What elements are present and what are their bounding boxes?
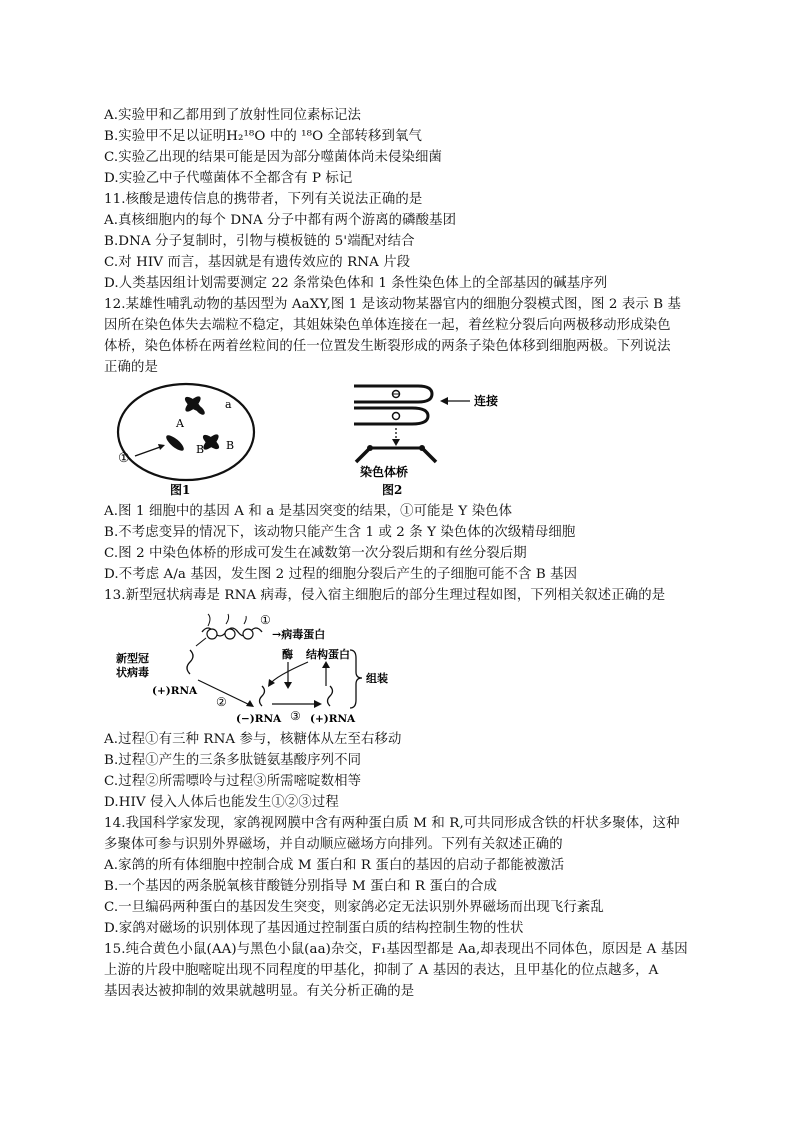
q10-option-d: D.实验乙中子代噬菌体不全都含有 P 标记 [104, 171, 353, 186]
q10-option-c: C.实验乙出现的结果可能是因为部分噬菌体尚未侵染细菌 [104, 150, 442, 165]
figure-2-label: 图2 [382, 483, 403, 497]
q13-option-a: A.过程①有三种 RNA 参与，核糖体从左至右移动 [104, 732, 402, 747]
q13-option-c: C.过程②所需嘌呤与过程③所需嘧啶数相等 [104, 774, 362, 789]
viral-protein-label: →病毒蛋白 [272, 628, 326, 641]
gene-label-a: a [225, 398, 232, 411]
q14-stem-line2: 多聚体可参与识别外界磁场，并自动顺应磁场方向排列。下列有关叙述正确的 [104, 837, 563, 852]
assemble-label: 组装 [366, 672, 388, 685]
gene-label-A: A [176, 417, 184, 430]
plus-rna-right: (+)RNA [310, 713, 356, 725]
q12-option-c: C.图 2 中染色体桥的形成可发生在减数第一次分裂后期和有丝分裂后期 [104, 546, 527, 561]
q14-option-c: C.一旦编码两种蛋白的基因发生突变，则家鸽必定无法识别外界磁场而出现飞行紊乱 [104, 900, 604, 915]
q14-option-d: D.家鸽对磁场的识别体现了基因通过控制蛋白质的结构控制生物的性状 [104, 921, 524, 936]
figure-1-cell [108, 380, 258, 502]
q14-stem-line1: 14.我国科学家发现，家鸽视网膜中含有两种蛋白质 M 和 R,可共同形成含铁的杆状多聚体，这种 [104, 816, 680, 831]
figure-1-label: 图1 [170, 483, 191, 497]
q11-option-d: D.人类基因组计划需要测定 22 条常染色体和 1 条性染色体上的全部基因的碱基序列 [104, 276, 608, 291]
q13-option-b: B.过程①产生的三条多肽链氨基酸序列不同 [104, 753, 362, 768]
structural-protein-label: 结构蛋白 [306, 648, 350, 661]
virus-label-line1: 新型冠 [116, 652, 149, 665]
q13-option-d: D.HIV 侵入人体后也能发生①②③过程 [104, 795, 339, 810]
q11-option-a: A.真核细胞内的每个 DNA 分子中都有两个游离的磷酸基团 [104, 213, 457, 228]
q10-option-a: A.实验甲和乙都用到了放射性同位素标记法 [104, 108, 361, 123]
q15-stem-line3: 基因表达被抑制的效果就越明显。有关分析正确的是 [104, 984, 415, 999]
process-1-marker: ① [260, 613, 271, 627]
q10-option-b: B.实验甲不足以证明H₂¹⁸O 中的 ¹⁸O 全部转移到氧气 [104, 129, 422, 144]
q15-stem-line1: 15.纯合黄色小鼠(AA)与黑色小鼠(aa)杂交，F₁基因型都是 Aa,却表现出不同体色，原因是 A 基因 [104, 942, 688, 957]
plus-rna-left: (+)RNA [152, 685, 198, 697]
gene-label-B-right: B [226, 439, 235, 452]
connect-label: 连接 [474, 394, 499, 408]
minus-rna: (−)RNA [236, 713, 282, 725]
q11-option-c: C.对 HIV 而言，基因就是有遗传效应的 RNA 片段 [104, 255, 411, 270]
q12-stem-line4: 正确的是 [104, 360, 158, 375]
q11-stem: 11.核酸是遗传信息的携带者，下列有关说法正确的是 [104, 192, 423, 207]
figure-13-virus-process [112, 610, 402, 732]
q12-stem-line3: 体桥，染色体桥在两着丝粒间的任一位置发生断裂形成的两条子染色体移到细胞两极。下列说法 [104, 339, 671, 354]
gene-label-B-left: B [196, 443, 205, 456]
q15-stem-line2: 上游的片段中胞嘧啶出现不同程度的甲基化，抑制了 A 基因的表达，且甲基化的位点越多，A [104, 963, 659, 978]
q12-stem-line1: 12.某雄性哺乳动物的基因型为 AaXY,图 1 是该动物某器官内的细胞分裂模式图，图 2 表示 B 基 [104, 297, 682, 312]
process-3-marker: ③ [290, 709, 301, 723]
process-2-marker: ② [216, 695, 227, 709]
virus-label-line2: 状病毒 [116, 666, 149, 679]
q14-option-a: A.家鸽的所有体细胞中控制合成 M 蛋白和 R 蛋白的基因的启动子都能被激活 [104, 858, 565, 873]
enzyme-label: 酶 [282, 648, 293, 661]
q12-stem-line2: 因所在染色体失去端粒不稳定，其姐妹染色单体连接在一起，着丝粒分裂后向两极移动形成染色 [104, 318, 671, 333]
marker-1: ① [118, 451, 130, 466]
q12-option-a: A.图 1 细胞中的基因 A 和 a 是基因突变的结果，①可能是 Y 染色体 [104, 504, 513, 519]
figure-2-bridge [340, 380, 520, 502]
q11-option-b: B.DNA 分子复制时，引物与模板链的 5'端配对结合 [104, 234, 415, 249]
q12-option-d: D.不考虑 A/a 基因，发生图 2 过程的细胞分裂后产生的子细胞可能不含 B 基因 [104, 567, 578, 582]
bridge-label: 染色体桥 [360, 465, 409, 479]
q14-option-b: B.一个基因的两条脱氧核苷酸链分别指导 M 蛋白和 R 蛋白的合成 [104, 879, 497, 894]
q13-stem: 13.新型冠状病毒是 RNA 病毒，侵入宿主细胞后的部分生理过程如图，下列相关叙述正确的是 [104, 588, 666, 603]
q12-option-b: B.不考虑变异的情况下，该动物只能产生含 1 或 2 条 Y 染色体的次级精母细胞 [104, 525, 576, 540]
